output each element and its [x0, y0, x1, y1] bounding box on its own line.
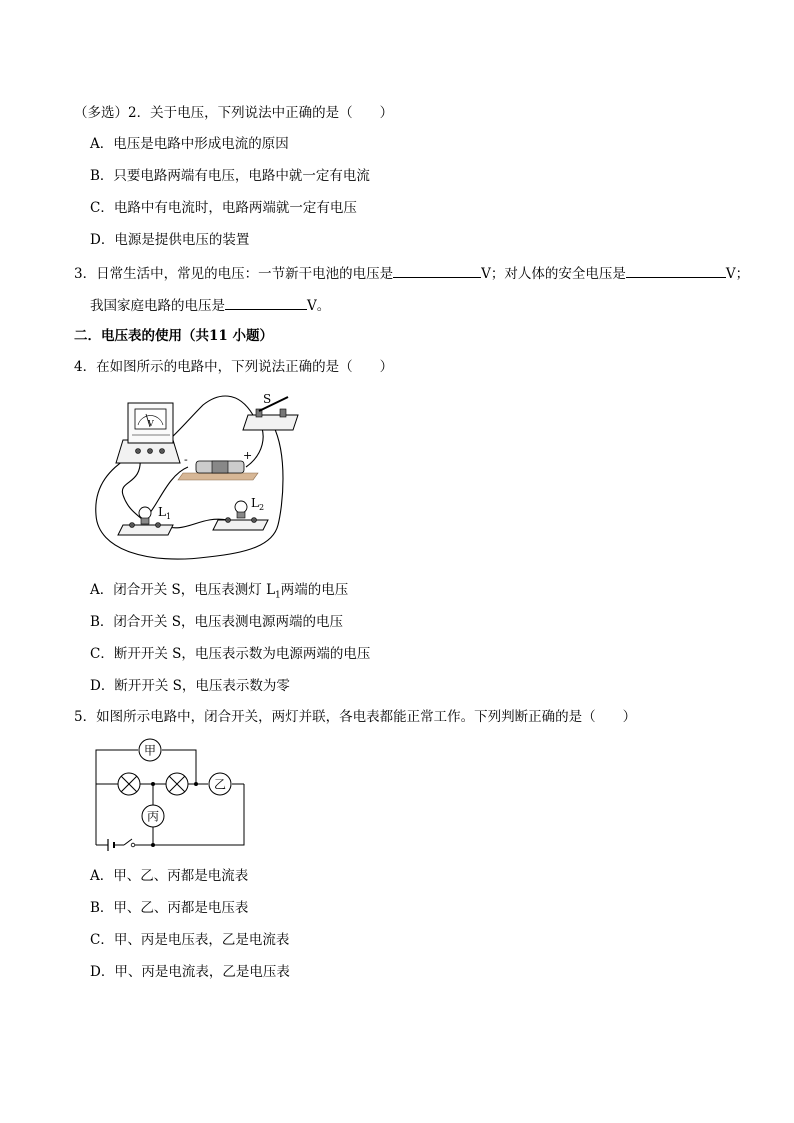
q4-stem: 4．在如图所示的电路中，下列说法正确的是（ ） — [74, 359, 394, 375]
q2-option-a: A．电压是电路中形成电流的原因 — [90, 136, 289, 152]
q3-text-2: 我国家庭电路的电压是 — [90, 298, 225, 314]
q5-option-d: D．甲、丙是电流表，乙是电压表 — [90, 964, 290, 980]
lamp-1-subscript: 1 — [165, 512, 172, 521]
lamp-1-label — [158, 505, 171, 521]
lamp-2 — [213, 496, 268, 530]
q2-option-d: D．电源是提供电压的装置 — [90, 232, 250, 248]
answer-blank-3[interactable] — [225, 295, 307, 310]
q3-unit-2: V； — [725, 266, 750, 282]
section-2-heading: 二．电压表的使用（共11 小题） — [74, 328, 273, 344]
q5-option-c: C．甲、丙是电压表，乙是电流表 — [90, 932, 290, 948]
q3-unit-3: V。 — [307, 298, 331, 314]
q4-option-b: B．闭合开关 S，电压表测电源两端的电压 — [90, 614, 343, 630]
battery-minus-label: - — [184, 453, 188, 466]
q4-option-a-tail: 两端的电压 — [280, 582, 349, 598]
bulb-icon — [235, 501, 247, 513]
q4-option-a-text: A．闭合开关 S，电压表测灯 L — [90, 582, 276, 598]
lamp-2-symbol — [166, 773, 188, 795]
lamp-2-label — [251, 496, 264, 512]
q3-line2 — [90, 295, 330, 315]
bulb-icon — [139, 507, 151, 519]
lamp-1-letter: L — [158, 505, 166, 519]
q2-option-c: C．电路中有电流时，电路两端就一定有电压 — [90, 200, 357, 216]
meter-yi — [209, 773, 231, 795]
battery — [178, 449, 258, 480]
q3-text-1: 3．日常生活中，常见的电压：一节新干电池的电压是 — [74, 266, 394, 282]
meter-yi-label: 乙 — [213, 777, 227, 792]
meter-bing-label: 丙 — [146, 809, 160, 824]
q5-option-a: A．甲、乙、丙都是电流表 — [90, 868, 249, 884]
lamp-1 — [118, 505, 173, 535]
meter-jia — [139, 739, 161, 761]
q3-unit-1: V；对人体的安全电压是 — [481, 266, 626, 282]
meter-jia-label: 甲 — [143, 743, 157, 758]
switch — [243, 392, 298, 430]
q5-option-b: B．甲、乙、丙都是电压表 — [90, 900, 249, 916]
switch-label: S — [263, 392, 272, 406]
meter-bing — [142, 805, 164, 827]
lamp-2-letter: L — [251, 496, 259, 510]
q3-line1 — [74, 263, 749, 283]
q2-stem: （多选）2．关于电压，下列说法中正确的是（ ） — [74, 105, 394, 121]
q5-circuit-figure — [88, 736, 253, 856]
terminal-icon — [136, 449, 141, 454]
q2-option-b: B．只要电路两端有电压，电路中就一定有电流 — [90, 168, 370, 184]
q4-circuit-figure — [88, 385, 313, 570]
q4-option-c: C．断开开关 S，电压表示数为电源两端的电压 — [90, 646, 371, 662]
battery-plus-label: + — [243, 449, 253, 462]
answer-blank-1[interactable] — [393, 263, 481, 278]
terminal-icon — [148, 449, 153, 454]
terminal-icon — [160, 449, 165, 454]
switch-contact — [131, 843, 135, 847]
voltmeter-label: V — [148, 419, 154, 428]
q5-stem: 5．如图所示电路中，闭合开关，两灯并联，各电表都能正常工作。下列判断正确的是（ ） — [74, 709, 637, 725]
lamp-1-symbol — [118, 773, 140, 795]
q4-option-d: D．断开开关 S，电压表示数为零 — [90, 678, 290, 694]
q4-option-a-subscript: 1 — [275, 590, 281, 601]
answer-blank-2[interactable] — [626, 263, 726, 278]
voltmeter — [116, 403, 180, 463]
lamp-2-subscript: 2 — [258, 503, 265, 512]
q4-option-a — [90, 581, 348, 599]
